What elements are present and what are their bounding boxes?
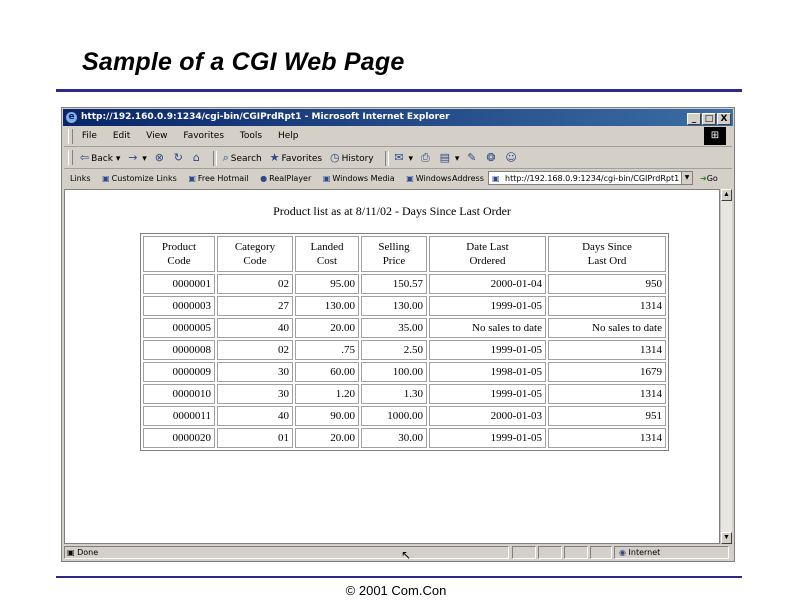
status-panel: [538, 546, 562, 559]
edit-button[interactable]: ▤ ▾: [440, 147, 460, 170]
page-done-icon: ▣: [67, 548, 75, 557]
column-header-category-code: Category Code: [217, 236, 293, 272]
table-cell: 951: [548, 406, 666, 426]
vertical-scrollbar[interactable]: [720, 189, 732, 544]
table-cell: 35.00: [361, 318, 427, 338]
menu-help[interactable]: Help: [277, 131, 299, 141]
table-cell: 1314: [548, 384, 666, 404]
stop-button[interactable]: [155, 147, 166, 170]
zone-text: Internet: [628, 548, 661, 557]
menu-edit[interactable]: Edit: [112, 131, 131, 141]
table-cell: 2000-01-04: [429, 274, 546, 294]
page-icon: ▣: [492, 174, 500, 183]
page-icon: ▣: [188, 174, 196, 183]
table-cell: 1314: [548, 296, 666, 316]
forward-button[interactable]: → ▾: [128, 147, 147, 170]
table-cell: 1999-01-05: [429, 428, 546, 448]
table-header-row: [143, 236, 666, 272]
link-realplayer[interactable]: ● RealPlayer: [260, 174, 312, 183]
go-arrow-icon: ➜: [700, 174, 707, 183]
print-button[interactable]: [421, 147, 432, 170]
table-cell: 90.00: [295, 406, 359, 426]
table-cell: 1314: [548, 428, 666, 448]
column-header-selling-price: Selling Price: [361, 236, 427, 272]
refresh-button[interactable]: [174, 147, 185, 170]
table-row: [143, 384, 666, 404]
table-cell: 950: [548, 274, 666, 294]
table-cell: 100.00: [361, 362, 427, 382]
table-cell: 2000-01-03: [429, 406, 546, 426]
table-cell: 30.00: [361, 428, 427, 448]
menu-bar: [64, 127, 732, 147]
mail-icon: ✉: [394, 151, 404, 164]
table-cell: 150.57: [361, 274, 427, 294]
table-cell: 1314: [548, 340, 666, 360]
table-cell: 1999-01-05: [429, 296, 546, 316]
table-cell: 130.00: [361, 296, 427, 316]
table-cell: 02: [217, 274, 293, 294]
report-title: Product list as at 8/11/02 - Days Since Last Order: [273, 204, 511, 218]
mouse-cursor-icon: ↖: [401, 548, 412, 562]
table-row: [143, 428, 666, 448]
standard-toolbar: [64, 147, 732, 169]
stop-icon: ⊗: [154, 151, 164, 164]
page-icon: ▣: [102, 174, 110, 183]
table-cell: 0000011: [143, 406, 215, 426]
table-cell: 1.30: [361, 384, 427, 404]
window-titlebar[interactable]: [63, 109, 733, 126]
page-icon: ▣: [406, 174, 414, 183]
table-cell: 1999-01-05: [429, 340, 546, 360]
table-cell: 1679: [548, 362, 666, 382]
window-controls: [686, 111, 731, 126]
table-cell: 40: [217, 406, 293, 426]
print-icon: ⎙: [420, 151, 430, 164]
address-input[interactable]: [488, 171, 693, 185]
search-icon: ⌕: [222, 151, 229, 164]
table-cell: 20.00: [295, 318, 359, 338]
table-cell: 130.00: [295, 296, 359, 316]
table-cell: 0000008: [143, 340, 215, 360]
menu-favorites[interactable]: Favorites: [183, 131, 225, 141]
table-cell: 0000010: [143, 384, 215, 404]
menu-tools[interactable]: Tools: [239, 131, 263, 141]
menu-view[interactable]: View: [146, 131, 168, 141]
table-row: [143, 274, 666, 294]
table-row: [143, 296, 666, 316]
messenger-icon: ❂: [486, 151, 496, 164]
table-cell: 27: [217, 296, 293, 316]
status-panel: [564, 546, 588, 559]
minimize-button[interactable]: _: [687, 113, 701, 125]
toolbar-grip[interactable]: [68, 129, 73, 144]
back-button[interactable]: ⇦ Back ▾: [80, 147, 120, 170]
address-dropdown-icon[interactable]: ▼: [681, 172, 692, 184]
smiley-icon: ☺: [505, 151, 517, 164]
window-title: http://192.160.0.9:1234/cgi-bin/CGIPrdRpt1 - Microsoft Internet Explorer: [81, 112, 450, 122]
maximize-button[interactable]: □: [702, 113, 716, 125]
column-header-date-last-ordered: Date Last Ordered: [429, 236, 546, 272]
scroll-down-arrow-icon[interactable]: ▼: [721, 532, 732, 544]
links-and-address-bar: [64, 169, 732, 188]
messenger-button[interactable]: [486, 147, 497, 170]
links-label[interactable]: Links: [70, 174, 91, 183]
address-label: Address: [452, 174, 484, 183]
table-row: [143, 318, 666, 338]
table-cell: 60.00: [295, 362, 359, 382]
discuss-button[interactable]: [467, 147, 478, 170]
link-free-hotmail[interactable]: ▣ Free Hotmail: [188, 174, 249, 183]
history-button[interactable]: ◷ History: [330, 147, 374, 170]
column-header-landed-cost: Landed Cost: [295, 236, 359, 272]
column-header-product-code: Product Code: [143, 236, 215, 272]
table-cell: No sales to date: [429, 318, 546, 338]
search-button[interactable]: ⌕ Search: [223, 147, 262, 170]
table-cell: 1998-01-05: [429, 362, 546, 382]
link-windows[interactable]: ▣ Windows: [406, 174, 452, 183]
table-row: [143, 406, 666, 426]
edit-page-icon: ▤: [439, 151, 450, 164]
globe-icon: ◉: [619, 548, 626, 557]
toolbar-separator: [213, 151, 217, 166]
table-row: [143, 362, 666, 382]
link-customize-links[interactable]: ▣ Customize Links: [102, 174, 177, 183]
table-cell: 0000020: [143, 428, 215, 448]
footer-divider: [56, 576, 742, 578]
refresh-icon: ↻: [173, 151, 184, 164]
status-text: Done: [77, 548, 99, 557]
internet-explorer-icon: e: [66, 112, 77, 123]
back-arrow-icon: ⇦: [79, 151, 90, 164]
status-panel: [590, 546, 612, 559]
table-cell: 0000005: [143, 318, 215, 338]
title-divider: [56, 89, 742, 92]
go-button[interactable]: ➜Go: [700, 174, 718, 183]
toolbar-separator: [385, 151, 389, 166]
history-icon: ◷: [330, 151, 340, 164]
table-cell: 0000009: [143, 362, 215, 382]
slide-footer: © 2001 Com.Con: [345, 583, 447, 598]
table-cell: 01: [217, 428, 293, 448]
table-cell: 02: [217, 340, 293, 360]
windows-logo-icon: ⊞: [704, 127, 726, 145]
table-cell: 30: [217, 362, 293, 382]
column-header-days-since-last-order: Days Since Last Ord: [548, 236, 666, 272]
forward-arrow-icon: →: [128, 151, 138, 164]
scroll-up-arrow-icon[interactable]: ▲: [721, 189, 732, 201]
table-row: [143, 340, 666, 360]
table-cell: 2.50: [361, 340, 427, 360]
extra-toolbar-button[interactable]: [505, 147, 518, 170]
page-icon: ▣: [322, 174, 331, 183]
table-cell: 1000.00: [361, 406, 427, 426]
table-cell: 20.00: [295, 428, 359, 448]
favorites-icon: ★: [269, 151, 280, 164]
close-button[interactable]: X: [717, 113, 731, 125]
browser-window: [61, 107, 735, 562]
product-table: [140, 233, 669, 451]
discuss-icon: ✎: [467, 151, 477, 164]
page-content: [64, 189, 720, 544]
table-cell: 30: [217, 384, 293, 404]
table-cell: .75: [295, 340, 359, 360]
table-cell: 40: [217, 318, 293, 338]
table-cell: No sales to date: [548, 318, 666, 338]
table-cell: 95.00: [295, 274, 359, 294]
table-cell: 1999-01-05: [429, 384, 546, 404]
status-panel: [512, 546, 536, 559]
mail-button[interactable]: ✉ ▾: [394, 147, 413, 170]
slide-title: Sample of a CGI Web Page: [82, 48, 405, 76]
toolbar-grip[interactable]: [68, 150, 73, 165]
menu-file[interactable]: File: [81, 131, 97, 141]
realplayer-icon: ●: [260, 174, 268, 183]
table-cell: 0000001: [143, 274, 215, 294]
status-text-panel: [64, 546, 509, 559]
favorites-button[interactable]: ★ Favorites: [270, 147, 323, 170]
home-icon: ⌂: [192, 151, 200, 164]
home-button[interactable]: [193, 147, 202, 170]
security-zone-panel: [614, 546, 729, 559]
link-windows-media[interactable]: ▣ Windows Media: [322, 174, 395, 183]
table-cell: 0000003: [143, 296, 215, 316]
table-cell: 1.20: [295, 384, 359, 404]
status-bar: [64, 545, 732, 560]
address-value: http://192.168.0.9:1234/cgi-bin/CGIPrdRpt1: [505, 174, 680, 183]
